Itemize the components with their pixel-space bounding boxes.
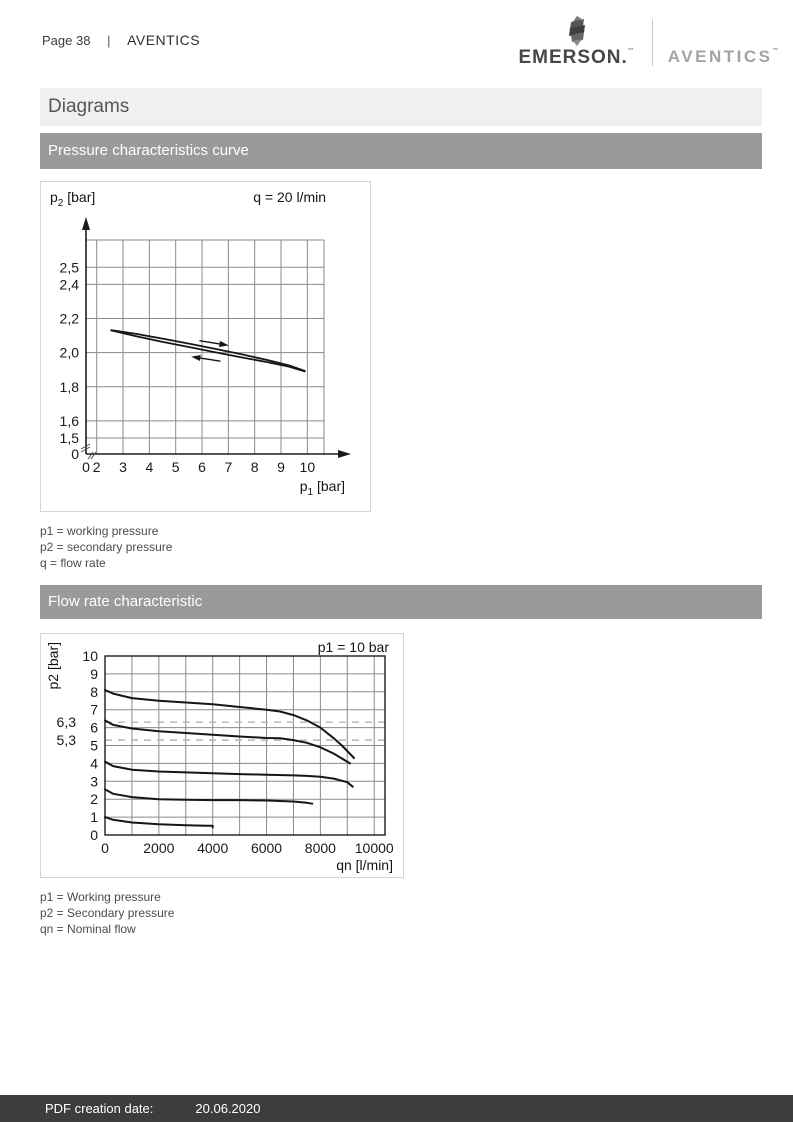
svg-text:1,5: 1,5 [59, 429, 79, 446]
svg-text:6,3: 6,3 [56, 714, 76, 731]
svg-text:2,4: 2,4 [59, 276, 79, 293]
header-separator: | [107, 33, 111, 48]
emerson-wordmark: EMERSON.™ [518, 47, 635, 68]
footer-date: 20.06.2020 [195, 1101, 261, 1116]
page-content [40, 88, 762, 937]
pressure-chart [40, 181, 371, 512]
svg-text:7: 7 [90, 701, 98, 718]
svg-text:2: 2 [92, 459, 101, 475]
flow-chart-canvas [41, 634, 403, 877]
svg-text:8: 8 [250, 459, 259, 475]
flow-chart-annotation: p1 = 10 bar [317, 639, 389, 655]
header-brand-label: AVENTICS [127, 32, 201, 48]
section-banner-flow: Flow rate characteristic [40, 585, 762, 619]
page-footer [0, 1095, 793, 1122]
svg-text:5: 5 [171, 459, 180, 475]
flow-chart-x-axis-label: qn [l/min] [336, 857, 393, 873]
aventics-tm-mark: ™ [772, 48, 781, 54]
aventics-wordmark: AVENTICS™ [667, 47, 781, 66]
svg-text:3: 3 [90, 773, 98, 790]
svg-text:2,2: 2,2 [59, 310, 79, 327]
page-title: Diagrams [40, 88, 762, 126]
svg-text:2,0: 2,0 [59, 344, 79, 361]
legend-line: p2 = Secondary pressure [40, 906, 175, 920]
legend-line: p2 = secondary pressure [40, 540, 173, 554]
svg-text:3: 3 [119, 459, 127, 475]
svg-text:1,8: 1,8 [59, 378, 79, 395]
footer-label: PDF creation date: [45, 1101, 154, 1116]
svg-text:0: 0 [90, 827, 98, 843]
svg-text:0: 0 [101, 840, 109, 856]
svg-text:6: 6 [90, 719, 98, 736]
svg-text:4: 4 [90, 755, 98, 772]
svg-text:2,5: 2,5 [59, 259, 79, 276]
page-header [0, 0, 793, 85]
emerson-tm-mark: ™ [627, 48, 635, 54]
svg-text:5,3: 5,3 [56, 732, 76, 749]
legend-line: q = flow rate [40, 556, 106, 570]
section-banner-pressure: Pressure characteristics curve [40, 133, 762, 169]
logo-block [518, 16, 781, 67]
svg-text:4000: 4000 [197, 840, 229, 856]
svg-text:1,6: 1,6 [59, 412, 79, 429]
svg-text:0: 0 [71, 446, 79, 462]
svg-text:1: 1 [90, 809, 98, 826]
svg-text:9: 9 [277, 459, 285, 475]
pressure-chart-canvas [41, 182, 370, 511]
svg-text:2000: 2000 [143, 840, 175, 856]
svg-text:5: 5 [90, 737, 98, 754]
logo-divider [652, 20, 653, 66]
svg-text:8: 8 [90, 683, 98, 700]
flow-chart [40, 633, 404, 878]
svg-text:8000: 8000 [304, 840, 336, 856]
emerson-logo-icon [562, 16, 592, 48]
svg-text:10000: 10000 [354, 840, 394, 856]
pressure-chart-legend [40, 523, 762, 571]
page-number-label: Page 38 [42, 33, 91, 48]
pressure-chart-y-axis-label: $p_2$ [bar] [50, 189, 96, 209]
svg-text:7: 7 [224, 459, 233, 475]
svg-text:4: 4 [145, 459, 154, 475]
legend-line: p1 = working pressure [40, 524, 159, 538]
svg-text:2: 2 [90, 791, 98, 808]
page-number-line [42, 32, 200, 48]
svg-text:0: 0 [82, 459, 90, 475]
svg-text:6: 6 [198, 459, 206, 475]
pressure-chart-annotation: q = 20 l/min [253, 189, 326, 205]
pressure-chart-x-axis-label: $p_1$ [bar] [299, 478, 345, 498]
svg-text:6000: 6000 [250, 840, 283, 856]
legend-line: p1 = Working pressure [40, 890, 161, 904]
svg-text:10: 10 [82, 648, 98, 664]
flow-chart-y-axis-label: p2 [bar] [45, 642, 61, 690]
emerson-logo [518, 16, 634, 67]
flow-chart-legend [40, 889, 762, 937]
svg-text:10: 10 [299, 459, 316, 475]
legend-line: qn = Nominal flow [40, 922, 136, 936]
svg-text:9: 9 [90, 665, 98, 682]
